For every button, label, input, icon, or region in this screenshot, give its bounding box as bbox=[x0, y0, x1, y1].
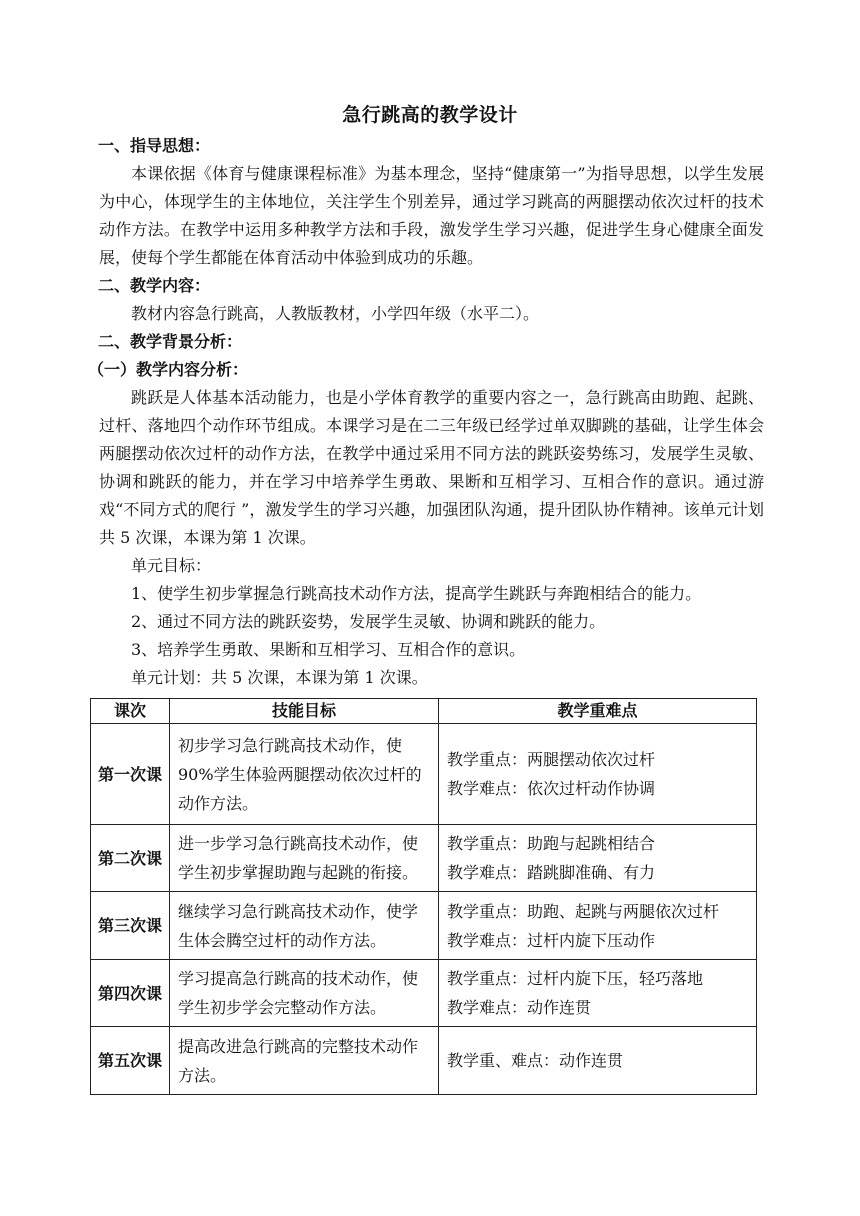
lesson-cell: 第三次课 bbox=[91, 892, 170, 960]
table-row bbox=[91, 960, 757, 1027]
guiding-ideology-paragraph: 本课依据《体育与健康课程标准》为基本理念，坚持“健康第一”为指导思想，以学生发展为中心，体现学生的主体地位，关注学生个别差异，通过学习跳高的两腿摆动依次过杆的技术动作方法。在教学中运用多种教学方法和手段，激发学生学习兴趣，促进学生身心健康全面发展，使每个学生都能在体育活动中体验到成功的乐趣。 bbox=[99, 164, 764, 267]
skill-goal-cell: 继续学习急行跳高技术动作，使学生体会腾空过杆的动作方法。 bbox=[170, 892, 439, 960]
lesson-cell: 第四次课 bbox=[91, 960, 170, 1027]
subsection-heading-content-analysis: （一）教学内容分析： bbox=[88, 360, 249, 379]
difficulty-text: 教学难点：动作连贯 bbox=[447, 998, 592, 1017]
difficulty-text: 教学难点：过杆内旋下压动作 bbox=[447, 930, 656, 950]
key-point-text: 教学重点：两腿摆动依次过杆 bbox=[447, 750, 656, 769]
unit-plan-text: 单元计划：共 5 次课，本课为第 1 次课。 bbox=[131, 668, 428, 687]
key-difficulty-cell bbox=[439, 724, 757, 825]
key-difficulty-cell bbox=[439, 960, 757, 1027]
table-header-row bbox=[91, 699, 757, 724]
skill-goal-cell: 初步学习急行跳高技术动作，使90%学生体验两腿摆动依次过杆的动作方法。 bbox=[170, 724, 439, 825]
column-header-lesson: 课次 bbox=[91, 699, 170, 724]
lesson-cell: 第一次课 bbox=[91, 724, 170, 825]
document-title: 急行跳高的教学设计 bbox=[342, 104, 518, 126]
table-row bbox=[91, 724, 757, 825]
lesson-cell: 第五次课 bbox=[91, 1027, 170, 1095]
table-row bbox=[91, 825, 757, 892]
lesson-cell: 第二次课 bbox=[91, 825, 170, 892]
document-body bbox=[88, 132, 764, 692]
difficulty-text: 教学难点：踏跳脚准确、有力 bbox=[447, 863, 656, 882]
column-header-skill-goal: 技能目标 bbox=[170, 699, 439, 724]
key-difficulty-cell bbox=[439, 825, 757, 892]
unit-goal-item: 2、通过不同方法的跳跃姿势，发展学生灵敏、协调和跳跃的能力。 bbox=[131, 612, 606, 631]
key-difficulty-cell bbox=[439, 892, 757, 960]
section-heading-guiding-ideology: 一、指导思想： bbox=[98, 136, 211, 155]
key-point-text: 教学重点：过杆内旋下压，轻巧落地 bbox=[447, 969, 704, 988]
skill-goal-cell: 学习提高急行跳高的技术动作，使学生初步学会完整动作方法。 bbox=[170, 960, 439, 1027]
skill-goal-cell: 提高改进急行跳高的完整技术动作方法。 bbox=[170, 1027, 439, 1095]
unit-goal-item: 3、培养学生勇敢、果断和互相学习、互相合作的意识。 bbox=[131, 640, 526, 659]
section-heading-teaching-content: 二、教学内容： bbox=[98, 276, 211, 295]
difficulty-text: 教学难点：依次过杆动作协调 bbox=[447, 779, 656, 798]
section-heading-background-analysis: 二、教学背景分析： bbox=[98, 332, 243, 351]
key-point-text: 教学重点：助跑、起跳与两腿依次过杆 bbox=[447, 901, 720, 921]
lesson-plan-table bbox=[90, 698, 757, 1095]
table-row bbox=[91, 892, 757, 960]
table-row bbox=[91, 1027, 757, 1095]
key-difficulty-cell bbox=[439, 1027, 757, 1095]
content-analysis-paragraph: 跳跃是人体基本活动能力，也是小学体育教学的重要内容之一，急行跳高由助跑、起跳、过杆、落地四个动作环节组成。本课学习是在二三年级已经学过单双脚跳的基础，让学生体会两腿摆动依次过杆的动作方法，在教学中通过采用不同方法的跳跃姿势练习，发展学生灵敏、协调和跳跃的能力，并在学习中培养学生勇敢、果断和互相学习、互相合作的意识。通过游戏“不同方式的爬行 ”，激发学生的学习兴趣，加强团队沟通，提升团队协作精神。该单元计划共 5 次课，本课为第 1 次课。 bbox=[99, 388, 764, 547]
skill-goal-cell: 进一步学习急行跳高技术动作，使学生初步掌握助跑与起跳的衔接。 bbox=[170, 825, 439, 892]
unit-goal-item: 1、使学生初步掌握急行跳高技术动作方法，提高学生跳跃与奔跑相结合的能力。 bbox=[131, 584, 702, 603]
teaching-content-paragraph: 教材内容急行跳高，人教版教材，小学四年级（水平二）。 bbox=[131, 304, 540, 323]
key-point-text: 教学重点：助跑与起跳相结合 bbox=[447, 834, 656, 853]
column-header-key-difficulty: 教学重难点 bbox=[439, 699, 757, 724]
unit-goal-label: 单元目标： bbox=[131, 556, 212, 575]
key-point-text: 教学重、难点：动作连贯 bbox=[447, 1051, 624, 1070]
